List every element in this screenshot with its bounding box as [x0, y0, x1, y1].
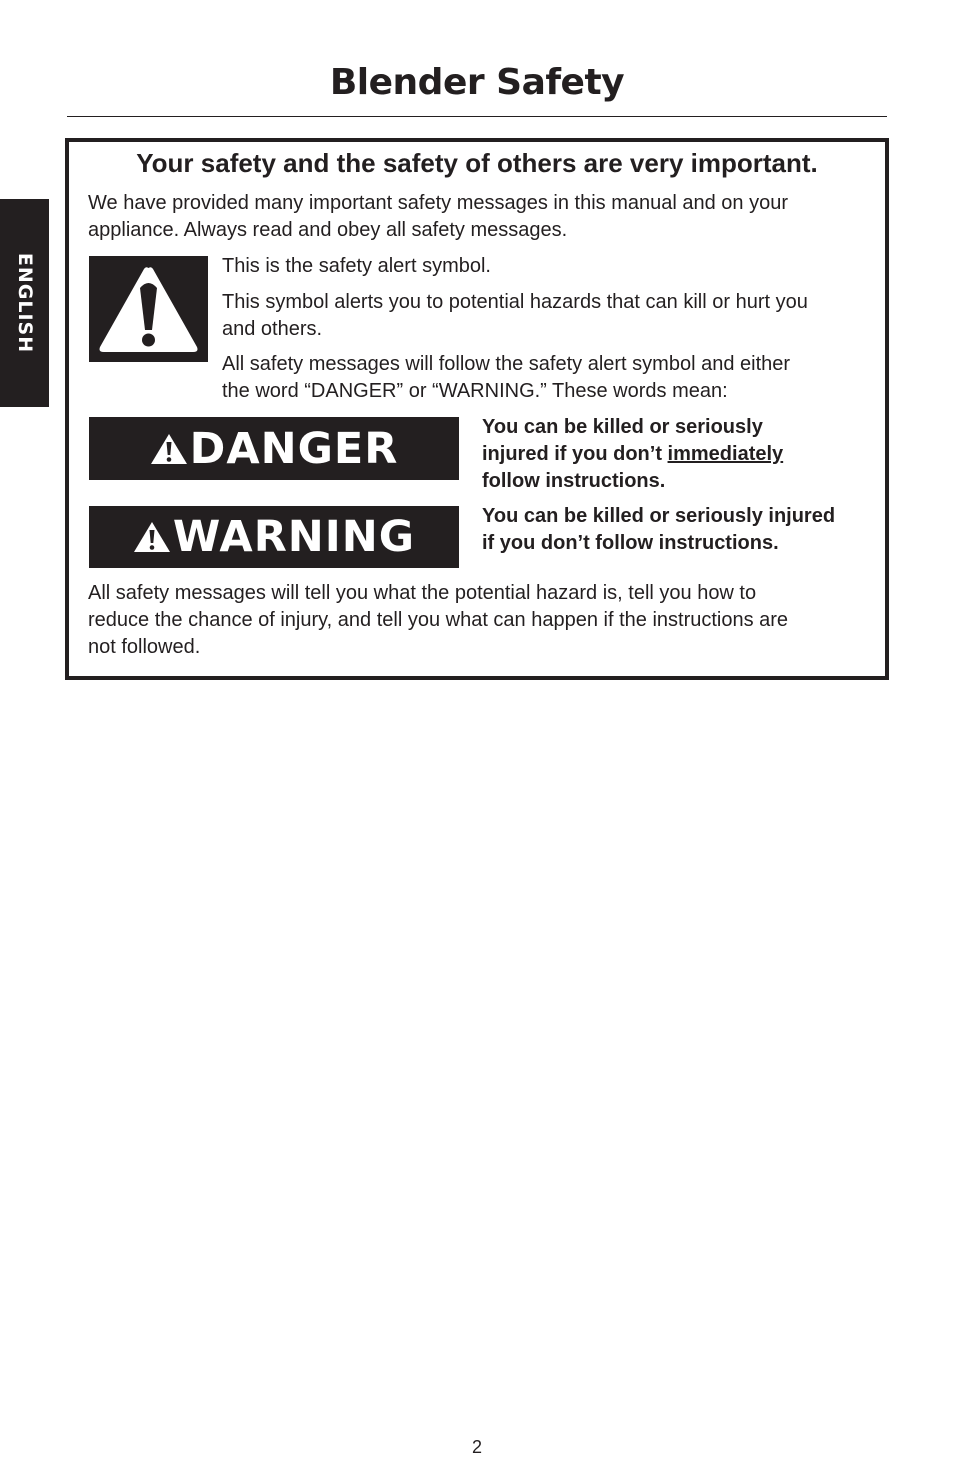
symbol-caption: This is the safety alert symbol.: [222, 255, 491, 277]
language-tab-label: ENGLISH: [13, 252, 36, 354]
symbol-description: [222, 289, 808, 343]
symbol-description-line: and others.: [222, 318, 323, 340]
page-title: Blender Safety: [329, 62, 625, 103]
danger-description-line: [482, 441, 783, 468]
danger-banner: [89, 417, 459, 480]
warning-triangle-icon: [150, 432, 188, 466]
intro-line: We have provided many important safety messages in this manual and on your: [88, 192, 788, 214]
warning-triangle-icon: [133, 520, 171, 554]
signal-words-line: the word “DANGER” or “WARNING.” These words mean:: [222, 380, 728, 402]
closing-line: not followed.: [88, 636, 201, 658]
warning-description: [482, 503, 835, 557]
warning-label: WARNING: [172, 512, 416, 562]
closing-line: All safety messages will tell you what the potential hazard is, tell you how to: [88, 582, 757, 604]
danger-description-line: You can be killed or seriously: [482, 416, 763, 438]
symbol-description-line: This symbol alerts you to potential hazards that can kill or hurt you: [222, 291, 808, 313]
title-divider: [67, 116, 887, 117]
danger-emphasis-text: immediately: [667, 443, 784, 465]
warning-triangle-icon: [89, 256, 208, 362]
safety-box-heading: Your safety and the safety of others are very important.: [136, 148, 818, 178]
signal-words-intro: [222, 351, 790, 405]
warning-description-line: if you don’t follow instructions.: [482, 532, 779, 554]
safety-alert-symbol-icon: [89, 256, 208, 362]
closing-line: reduce the chance of injury, and tell you what can happen if the instructions are: [88, 609, 789, 631]
warning-description-line: You can be killed or seriously injured: [482, 505, 836, 527]
closing-paragraph: [88, 580, 788, 661]
signal-words-line: All safety messages will follow the safety alert symbol and either: [222, 353, 791, 375]
intro-line: appliance. Always read and obey all safety messages.: [88, 219, 568, 241]
language-tab: [0, 199, 49, 407]
danger-description-text: injured if you don’t: [482, 443, 668, 465]
danger-label: DANGER: [189, 423, 399, 474]
danger-description-line: follow instructions.: [482, 470, 666, 492]
danger-description: [482, 414, 783, 495]
intro-paragraph: [88, 190, 788, 244]
warning-banner: [89, 506, 459, 568]
page-number: 2: [471, 1437, 482, 1457]
